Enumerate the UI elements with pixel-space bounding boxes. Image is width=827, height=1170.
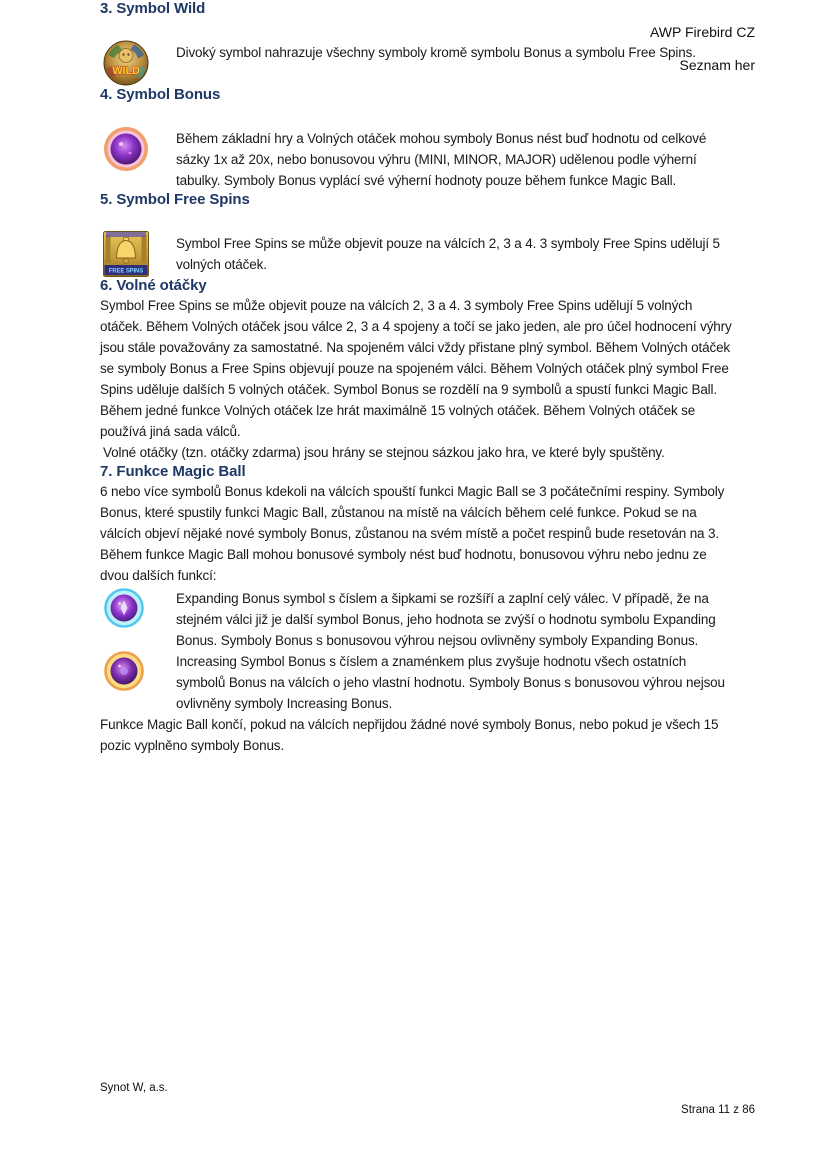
volne-otacky-note: Volné otáčky (tzn. otáčky zdarma) jsou hrány se stejnou sázkou jako hra, ve které byly spuštěny. [103, 445, 665, 460]
magic-ball-paragraph-2: Během funkce Magic Ball mohou bonusové symboly nést buď hodnotu, bonusovou výhru nebo jednu ze dvou dalších funkcí: [100, 547, 707, 583]
increasing-bonus-icon-cell [100, 651, 176, 714]
free-spins-icon-cell [100, 231, 176, 277]
expanding-bonus-icon-cell [100, 588, 176, 651]
wild-icon-cell [100, 40, 176, 86]
symbol-free-spins-description: Symbol Free Spins se může objevit pouze na válcích 2, 3 a 4. 3 symboly Free Spins udělují 5 volných otáček. [176, 236, 720, 272]
section-heading-funkce-magic-ball: 7. Funkce Magic Ball [100, 463, 246, 480]
symbol-free-spins-row [100, 231, 733, 277]
footer-company: Synot W, a.s. [100, 1082, 168, 1094]
symbol-bonus-description: Během základní hry a Volných otáček mohou symboly Bonus nést buď hodnotu od celkové sázky 1x až 20x, nebo bonusovou výhru (MINI, MINOR, MAJOR) udělenou podle výherní tabulky. Symboly Bonus vyplácí své výherní hodnoty pouze během funkce Magic Ball. [176, 131, 707, 188]
section-heading-symbol-wild: 3. Symbol Wild [100, 0, 206, 17]
symbol-wild-description: Divoký symbol nahrazuje všechny symboly kromě symbolu Bonus a symbolu Free Spins. [176, 45, 696, 60]
header-subtitle: Seznam her [679, 57, 755, 73]
expanding-bonus-description: Expanding Bonus symbol s číslem a šipkami se rozšíří a zaplní celý válec. V případě, že na stejném válci již je další symbol Bonus, jeho hodnota se zvýší o hodnotu symbolu Expanding Bonus. Symboly Bonus s bonusovou výhrou nejsou ovlivněny symboly Expanding Bonus. [176, 591, 716, 648]
increasing-bonus-icon [104, 651, 144, 691]
section-heading-volne-otacky: 6. Volné otáčky [100, 277, 207, 294]
footer-page-number: Strana 11 z 86 [681, 1104, 755, 1116]
document-content [100, 0, 733, 756]
increasing-bonus-row [100, 651, 733, 714]
volne-otacky-paragraph: Symbol Free Spins se může objevit pouze na válcích 2, 3 a 4. 3 symboly Free Spins udělují 5 volných otáček. Během Volných otáček jsou válce 2, 3 a 4 spojeny a točí se jako jeden, ale pro účel hodnocení výhry jsou stále považovány za samostatné. Na spojeném válci vždy přistane plný symbol. Během Volných otáček se symboly Bonus a Free Spins objevují pouze na spojeném válci. Během Volných otáček plný symbol Free Spins uděluje dalších 5 volných otáček. Symbol Bonus se rozdělí na 9 symbolů a spustí funkci Magic Ball. Během jedné funkce Volných otáček lze hrát maximálně 15 volných otáček. Během Volných otáček se používá jiná sada válců. [100, 298, 732, 439]
bonus-symbol-icon [103, 126, 149, 172]
symbol-wild-row [100, 40, 733, 86]
wild-icon-label: WILD [112, 65, 140, 77]
expanding-bonus-icon [104, 588, 144, 628]
symbol-bonus-row [100, 126, 733, 191]
section-heading-symbol-bonus: 4. Symbol Bonus [100, 86, 221, 103]
section-heading-symbol-free-spins: 5. Symbol Free Spins [100, 191, 250, 208]
magic-ball-paragraph-1: 6 nebo více symbolů Bonus kdekoli na válcích spouští funkci Magic Ball se 3 počátečními respiny. Symboly Bonus, které spustily funkci Magic Ball, zůstanou na místě na válcích během celé funkce. Pokud se na válcích objeví nějaké nové symboly Bonus, zůstanou na svém místě a počet respinů bude resetován na 3. [100, 484, 725, 541]
free-spins-icon-label: FREE SPINS [108, 268, 144, 275]
bonus-icon-cell [100, 126, 176, 191]
header-title: AWP Firebird CZ [649, 24, 755, 40]
wild-symbol-icon [103, 40, 149, 86]
magic-ball-closing-paragraph: Funkce Magic Ball končí, pokud na válcích nepřijdou žádné nové symboly Bonus, nebo pokud je všech 15 pozic vyplněno symboly Bonus. [100, 717, 719, 753]
expanding-bonus-row [100, 588, 733, 651]
increasing-bonus-description: Increasing Symbol Bonus s číslem a znaménkem plus zvyšuje hodnotu všech ostatních symbolů Bonus na válcích o jeho vlastní hodnotu. Symboly Bonus s bonusovou výhrou nejsou ovlivněny symboly Increasing Bonus. [176, 654, 725, 711]
magic-ball-bullets [100, 588, 733, 714]
free-spins-symbol-icon [103, 231, 149, 277]
